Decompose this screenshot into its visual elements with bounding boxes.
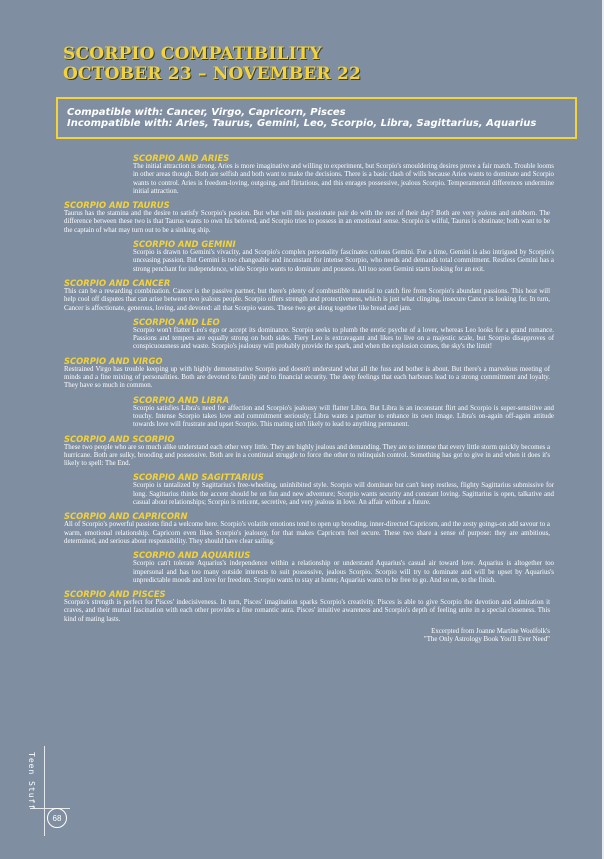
title-line-1: SCORPIO COMPATIBILITY — [63, 44, 322, 64]
section-leo — [0, 317, 604, 352]
section-text: These two people who are so much alike understand each other very little. They are highly jealous and demanding. They are so intense that every little storm quickly becomes a hurricane. Both are sulky, brooding and possessive. Both are in a continual struggle to force the other to relinquish control. Something has got to give in and when it does it's likely to spell: The End. — [64, 443, 550, 468]
section-heading: SCORPIO AND SCORPIO — [64, 433, 175, 444]
section-text: Scorpio's strength is perfect for Pisces' indecisiveness. In turn, Pisces' imagination sparks Scorpio's creativity. Pisces is able to give Scorpio the devotion and admiration it craves, and their mutual fascination with each other provides a fine romantic aura. Pisces' intuitive awareness and Scorpio's depth of feeling unite in a special closeness. This kind of mating lasts. — [64, 599, 550, 623]
section-heading: SCORPIO AND CANCER — [64, 277, 171, 288]
section-aries — [0, 153, 604, 196]
section-text: Scorpio won't flatter Leo's ego or accept its dominance. Scorpio seeks to plumb the erotic psyche of a lover, whereas Leo looks for a grand romance. Passions and tempers are equally strong on both sides. Fiery Leo is extravagant and likes to live on a majestic scale, but Scorpio disapproves of conspicuousness and waste. Scorpio's jealousy will probably provide the spark, and when the explosion comes, the sky's the limit! — [133, 326, 554, 351]
section-sagittarius — [0, 472, 604, 507]
section-text: Scorpio is tantalized by Sagittarius's free-wheeling, uninhibited style. Scorpio will dominate but can't keep restless, flighty Sagittarius submissive for long. Sagittarius thinks the accent should be on fun and new adventure; Scorpio wants security and constant loving. Sagittarius is open, talkative and casual about relationships; Scorpio is reticent, secretive, and very jealous in love. An affair without a future. — [133, 482, 554, 507]
section-text: Scorpio can't tolerate Aquarius's independence within a relationship or understand Aquarius's casual air toward love. Aquarius is altogether too impersonal and has too many outside interests to suit possessive, jealous Scorpio. Scorpio will try to dominate and will be upset by Aquarius's unpredictable moods and love for freedom. Scorpio wants to stay at home; Aquarius wants to be free to go. And so on, to the finish. — [133, 560, 554, 584]
section-capricorn — [0, 511, 604, 546]
section-text: Scorpio satisfies Libra's need for affection and Scorpio's jealousy will flatter Libra. But Libra is an inconstant flirt and Scorpio is super-sensitive and touchy. Intense Scorpio takes love and commitment seriously; Libra wants a partner to enhance its own image. Libra's on-again off-again attitude towards love will frustrate and upset Scorpio. This mating isn't likely to lead to anything permanent. — [133, 404, 554, 429]
section-heading: SCORPIO AND LIBRA — [133, 394, 230, 405]
section-heading: SCORPIO AND GEMINI — [133, 239, 236, 250]
section-heading: SCORPIO AND LEO — [133, 316, 220, 327]
section-gemini — [0, 239, 604, 274]
page-title — [63, 44, 361, 84]
compatible-with: Compatible with: Cancer, Virgo, Capricorn, Pisces — [67, 107, 346, 118]
section-heading: SCORPIO AND AQUARIUS — [133, 550, 251, 561]
section-text: Taurus has the stamina and the desire to satisfy Scorpio's passion. But what will this passionate pair do with the rest of their day? Both are very jealous and stubborn. The difference between these two is that Taurus wants to own his beloved, and Scorpio tries to possess in an emotional sense. Scorpio is wilful, Taurus is obstinate; both want to be the captain of what may turn out to be a sinking ship. — [64, 210, 550, 234]
credit-line-2: "The Only Astrology Book You'll Ever Need" — [423, 636, 550, 644]
section-text: The initial attraction is strong. Aries is more imaginative and willing to experiment, but Scorpio's smouldering desires prove a fair match. Trouble looms in other areas though. Both are selfish and both want to make the decisions. There is a basic clash of wills because Aries wants to dominate and Scorpio wants to control. Aries is freedom-loving, outgoing, and flirtatious, and this enrages possessive, jealous Scorpio. Temperamental differences undermine initial attraction. — [133, 163, 554, 195]
section-heading: SCORPIO AND VIRGO — [64, 355, 163, 366]
section-heading: SCORPIO AND SAGITTARIUS — [133, 472, 264, 483]
section-libra — [0, 395, 604, 430]
section-heading: SCORPIO AND PISCES — [64, 589, 166, 600]
credit-line-1: Excerpted from Joanne Martine Woolfolk's — [431, 627, 550, 635]
corner-rule-horizontal — [30, 808, 70, 809]
section-pisces — [0, 589, 604, 624]
section-text: All of Scorpio's powerful passions find a welcome here. Scorpio's volatile emotions tend to open up brooding, inner-directed Capricorn, and the zesty goings-on add savour to a warm, emotional relationship. Capricorn even likes Scorpio's jealousy, for that makes Capricorn feel secure. These two share a sense of purpose: they are ambitious, determined, and serious about responsibility. They should have clear sailing. — [64, 521, 550, 545]
source-credit — [0, 628, 604, 645]
section-text: Scorpio is drawn to Gemini's vivacity, and Scorpio's complex personality fascinates curious Gemini. For a time, Gemini is also intrigued by Scorpio's unceasing passion. But Gemini is too changeable and inconstant for intense Scorpio, who needs and demands total commitment. Restless Gemini has a strong penchant for independence, while Scorpio wants to dominate and possess. All too soon Gemini starts looking for an exit. — [133, 249, 554, 273]
section-side-label: Teen Stuff — [27, 752, 36, 811]
page-number: 68 — [47, 808, 67, 828]
incompatible-with: Incompatible with: Aries, Taurus, Gemini, Leo, Scorpio, Libra, Sagittarius, Aquarius — [67, 118, 537, 129]
section-taurus — [0, 200, 604, 235]
section-heading: SCORPIO AND CAPRICORN — [64, 511, 188, 522]
section-heading: SCORPIO AND ARIES — [133, 153, 230, 163]
section-virgo — [0, 356, 604, 391]
title-line-2: OCTOBER 23 – NOVEMBER 22 — [63, 64, 362, 84]
section-heading: SCORPIO AND TAURUS — [64, 200, 170, 211]
section-text: Restrained Virgo has trouble keeping up with highly demonstrative Scorpio and doesn't understand what all the fuss and bother is about. But there's a marvelous meeting of minds and a fine mixing of personalities. Both are devoted to family and to financial security. The deep feelings that each harbours lead to a strong commitment and loyalty. They have so much in common. — [64, 365, 550, 390]
section-aquarius — [0, 550, 604, 585]
corner-rule-vertical — [44, 746, 45, 836]
section-cancer — [0, 278, 604, 313]
compatibility-box — [56, 97, 577, 139]
section-scorpio — [0, 434, 604, 469]
article-body — [0, 153, 604, 645]
section-text: This can be a rewarding combination. Cancer is the passive partner, but there's plenty of combustible material to catch fire from Scorpio's abundant passions. This heat will help cool off disputes that can arise between two jealous people. Scorpio offers strength and protectiveness, which is just what clinging, insecure Cancer is looking for. In turn, Cancer is affectionate, generous, loving, and devoted: all that Scorpio wants. These two get along together like bread and jam. — [64, 287, 550, 312]
